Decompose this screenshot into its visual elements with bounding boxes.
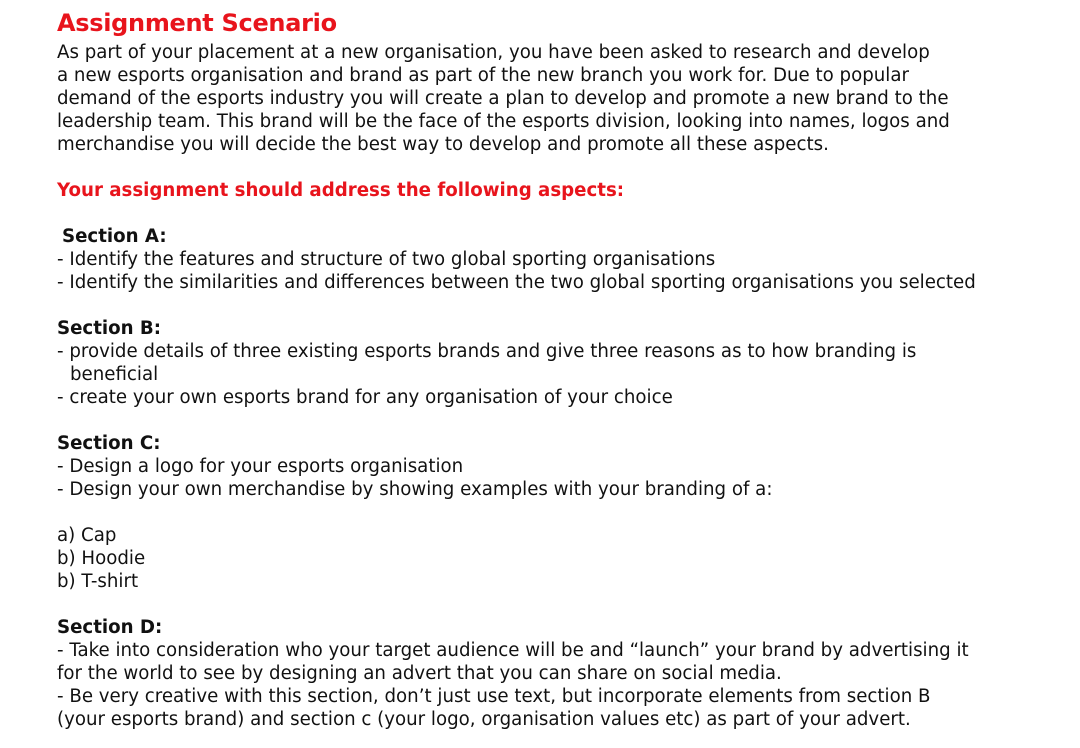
section-a (57, 225, 1017, 294)
section-d-item: - Be very creative with this section, don’t just use text, but incorporate elements from section B (57, 686, 931, 707)
assignment-document (57, 8, 1017, 731)
intro-paragraph (57, 41, 1017, 156)
intro-line: a new esports organisation and brand as part of the new branch you work for. Due to popular (57, 65, 909, 86)
section-d-item-continuation: (your esports brand) and section c (your logo, organisation values etc) as part of your advert. (57, 709, 911, 730)
section-b-item-continuation: beneficial (70, 364, 159, 385)
section-a-heading: Section A: (62, 226, 167, 247)
intro-line: merchandise you will decide the best way to develop and promote all these aspects. (57, 134, 829, 155)
page-title: Assignment Scenario (57, 9, 337, 37)
intro-line: As part of your placement at a new organisation, you have been asked to research and develop (57, 42, 930, 63)
section-c-heading: Section C: (57, 433, 161, 454)
section-d-heading: Section D: (57, 617, 163, 638)
address-heading: Your assignment should address the following aspects: (57, 180, 625, 201)
section-d (57, 616, 1017, 731)
merch-item: b) Hoodie (57, 548, 146, 569)
section-a-item: - Identify the features and structure of two global sporting organisations (57, 249, 716, 270)
merch-list (57, 524, 1017, 593)
section-b-item: - provide details of three existing esports brands and give three reasons as to how branding is (57, 341, 917, 362)
section-a-item: - Identify the similarities and differences between the two global sporting organisations you selected (57, 272, 976, 293)
section-b-item: - create your own esports brand for any organisation of your choice (57, 387, 673, 408)
section-d-item: - Take into consideration who your target audience will be and “launch” your brand by advertising it (57, 640, 969, 661)
intro-line: leadership team. This brand will be the face of the esports division, looking into names, logos and (57, 111, 950, 132)
section-c (57, 432, 1017, 593)
section-d-item-continuation: for the world to see by designing an advert that you can share on social media. (57, 663, 782, 684)
section-b (57, 317, 1017, 409)
merch-item: a) Cap (57, 525, 117, 546)
section-c-item: - Design your own merchandise by showing examples with your branding of a: (57, 479, 773, 500)
section-c-item: - Design a logo for your esports organisation (57, 456, 464, 477)
merch-item: b) T-shirt (57, 571, 139, 592)
section-b-heading: Section B: (57, 318, 162, 339)
intro-line: demand of the esports industry you will create a plan to develop and promote a new brand to the (57, 88, 949, 109)
